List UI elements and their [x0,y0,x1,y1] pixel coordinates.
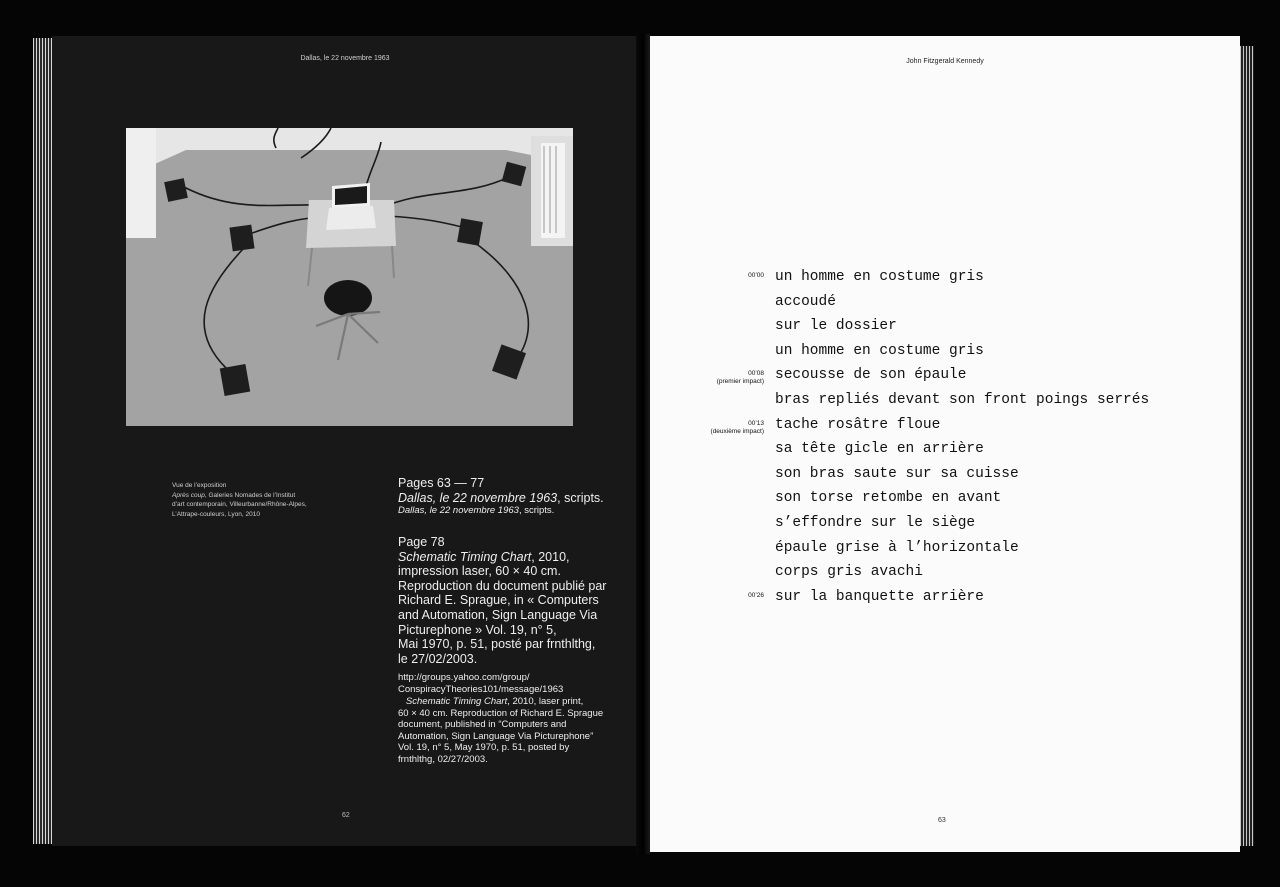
title-suffix: , scripts. [557,490,604,505]
timeline-row [650,465,1240,489]
timeline-line: corps gris avachi [775,564,923,581]
chart-title: Schematic Timing Chart [405,696,508,707]
timeline-row [650,268,1240,292]
credits-line [398,550,620,565]
timecode [748,592,764,600]
caption-line: d’art contemporain, Villeurbanne/Rhône-Alpes, [172,501,307,509]
timeline-line: un homme en costume gris [775,342,984,359]
book-gutter [636,34,650,854]
caption-exhibition-title: Après coup [172,491,205,499]
timeline-line: épaule grise à l’horizontale [775,539,1019,556]
title-suffix: , scripts. [518,505,555,517]
caption-line: Vue de l’exposition [172,482,227,489]
credits-line: impression laser, 60 × 40 cm. [398,564,561,579]
timeline-line: son torse retombe en avant [775,490,1002,507]
timeline-row [650,317,1240,341]
timecode-value: 00’13 [748,419,764,427]
timeline-line: tache rosâtre floue [775,416,941,433]
left-page-number: 62 [342,812,350,819]
credits-line: le 27/02/2003. [398,651,478,666]
timeline-row [650,489,1240,513]
credits-title-en [398,505,620,517]
credits-line: and Automation, Sign Language Via [398,607,598,622]
timeline-line: sa tête gicle en arrière [775,441,984,458]
title-italic: Dallas, le 22 novembre 1963 [398,505,519,517]
credits-chart-fr [398,535,620,666]
timeline-line: s’effondre sur le siège [775,515,976,531]
timeline-row [650,514,1240,538]
timeline-row [650,366,1240,390]
left-running-head: Dallas, le 22 novembre 1963 [300,55,390,62]
timeline-line: bras repliés devant son front poings serrés [775,392,1150,408]
credits-line: Mai 1970, p. 51, posté par frnthlthg, [398,637,596,652]
right-running-head: John Fitzgerald Kennedy [906,58,984,65]
right-page-number: 63 [938,817,946,824]
credits-line: Automation, Sign Language Via Picturephone” [398,730,594,742]
credits-line [398,696,620,708]
credits-title-fr [398,491,620,506]
timeline-row [650,293,1240,317]
line-suffix: , 2010, [531,549,570,564]
credits-line: Picturephone » Vol. 19, n° 5, [398,622,557,637]
photo-caption [172,481,322,519]
title-italic: Dallas, le 22 novembre 1963 [398,490,558,505]
timecode [711,420,764,436]
line-suffix: , 2010, laser print, [507,696,584,707]
timeline-line: sur la banquette arrière [775,588,984,605]
timecode [717,370,764,386]
chart-title: Schematic Timing Chart [398,549,532,564]
timeline-row [650,391,1240,415]
credits-line: Reproduction du document publié par [398,578,607,593]
credits-scripts [398,476,620,517]
timeline-line: son bras saute sur sa cuisse [775,465,1019,482]
timeline-row [650,539,1240,563]
caption-line [172,491,322,501]
impact-note: (deuxième impact) [710,427,764,435]
credits-chart-en [398,696,620,765]
impact-note: (premier impact) [716,378,764,386]
right-page-edges [1240,46,1254,846]
timecode [748,272,764,280]
timeline-row [650,588,1240,612]
caption-venue: , Galeries Nomades de l’Institut [204,491,296,499]
timecode-value: 00’26 [748,591,764,599]
exhibition-photo [126,128,573,426]
timeline-line: secousse de son épaule [775,367,967,384]
timeline-row [650,416,1240,440]
credits-pages: Page 78 [398,535,445,549]
credits-line: Vol. 19, n° 5, May 1970, p. 51, posted by [398,742,570,753]
timeline-row [650,563,1240,587]
timeline-line: sur le dossier [775,318,897,335]
left-page-edges [33,38,53,844]
credits-line: 60 × 40 cm. Reproduction of Richard E. Sprague [398,707,604,719]
caption-line: L’Attrape-couleurs, Lyon, 2010 [172,510,260,518]
timecode-value: 00’00 [748,272,764,279]
url-line: http://groups.yahoo.com/group/ [398,672,530,683]
timecode-value: 00’08 [748,370,764,378]
timeline-row [650,342,1240,366]
url-line: ConspiracyTheories101/message/1963 [398,683,564,695]
credits-url [398,672,620,695]
timeline-row [650,440,1240,464]
credits-pages: Pages 63 — 77 [398,476,485,490]
credits-line: Richard E. Sprague, in « Computers [398,593,599,608]
timeline-line: un homme en costume gris [775,269,984,285]
credits-line: document, published in “Computers and [398,719,567,730]
timeline-line: accoudé [775,293,836,310]
credits-line: frnthlthg, 02/27/2003. [398,753,488,765]
